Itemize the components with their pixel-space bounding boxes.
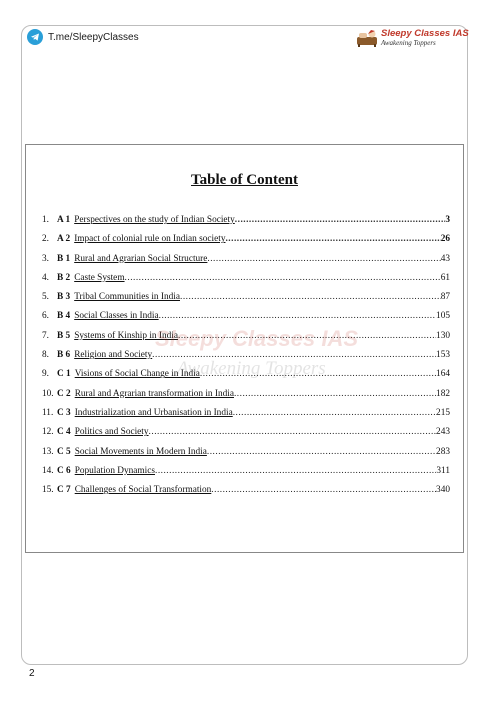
toc-item[interactable]: [42, 485, 450, 504]
toc-item-title: Social Classes in India: [74, 311, 159, 322]
toc-item-page: 105: [436, 311, 450, 322]
toc-item-code: C 1: [57, 369, 71, 380]
toc-item-title: Tribal Communities in India: [74, 292, 180, 303]
toc-item-title: Challenges of Social Transformation: [74, 485, 212, 496]
toc-item[interactable]: [42, 215, 450, 234]
toc-item-code: C 5: [57, 446, 71, 457]
toc-item-page: 164: [436, 369, 450, 380]
toc-item-page: 26: [440, 234, 450, 245]
watermark-tagline: Awakening Toppers: [177, 358, 326, 379]
toc-item-number: 2.: [42, 234, 49, 245]
toc-item-code: C 7: [57, 485, 71, 496]
toc-item-code: C 3: [57, 407, 71, 418]
toc-item[interactable]: [42, 389, 450, 408]
toc-item-title: Impact of colonial rule on Indian society: [74, 234, 226, 245]
toc-item-leader: [180, 292, 441, 302]
toc-item-code: C 6: [57, 465, 71, 476]
toc-item-number: 15.: [42, 485, 54, 496]
toc-item-number: 7.: [42, 330, 49, 341]
toc-item-number: 3.: [42, 253, 49, 264]
toc-item-leader: [152, 350, 436, 360]
toc-item[interactable]: [42, 331, 450, 350]
toc-item-page: 61: [440, 272, 450, 283]
watermark-title: Sleepy Classes IAS: [155, 326, 359, 351]
toc-item-number: 6.: [42, 311, 49, 322]
toc-item[interactable]: [42, 234, 450, 253]
toc-item-title: Rural and Agrarian Social Structure: [74, 253, 208, 264]
toc-item-leader: [207, 254, 440, 264]
sleepy-classes-logo-icon: [356, 28, 378, 48]
telegram-icon: [27, 29, 43, 45]
toc-item[interactable]: [42, 292, 450, 311]
toc-item-title: Industrialization and Urbanisation in India: [74, 407, 233, 418]
telegram-link-text: T.me/SleepyClasses: [48, 31, 139, 43]
page-number: 2: [29, 668, 35, 679]
toc-title: Table of Content: [191, 172, 298, 188]
toc-item-page: 243: [436, 427, 450, 438]
toc-item-code: B 3: [57, 292, 71, 303]
toc-item-leader: [155, 466, 436, 476]
toc-item-number: 14.: [42, 465, 54, 476]
toc-item-page: 153: [436, 350, 450, 361]
toc-item-number: 13.: [42, 446, 54, 457]
toc-item-title: Politics and Society: [74, 427, 149, 438]
toc-item-number: 10.: [42, 388, 54, 399]
toc-item-title: Systems of Kinship in India: [74, 330, 179, 341]
toc-item-code: B 6: [57, 350, 71, 361]
telegram-link[interactable]: [27, 29, 139, 45]
toc-item-title: Visions of Social Change in India: [74, 369, 200, 380]
toc-item-leader: [125, 273, 441, 283]
toc-item-title: Social Movements in Modern India: [74, 446, 207, 457]
toc-item-code: B 2: [57, 272, 71, 283]
toc-item[interactable]: [42, 408, 450, 427]
toc-item-code: B 5: [57, 330, 71, 341]
toc-item-page: 130: [436, 330, 450, 341]
toc-item-leader: [207, 447, 436, 457]
toc-item-number: 9.: [42, 369, 49, 380]
toc-item-title: Population Dynamics: [74, 465, 155, 476]
toc-item-leader: [159, 311, 436, 321]
toc-item-leader: [200, 369, 436, 379]
logo-title: Sleepy Classes IAS: [381, 28, 469, 40]
toc-item-page: 340: [436, 485, 450, 496]
toc-item[interactable]: [42, 254, 450, 273]
toc-item-leader: [234, 389, 436, 399]
toc-item-number: 12.: [42, 427, 54, 438]
toc-item-page: 215: [436, 407, 450, 418]
toc-item-page: 182: [436, 388, 450, 399]
toc-item-title: Rural and Agrarian transformation in India: [74, 388, 234, 399]
toc-item[interactable]: [42, 369, 450, 388]
toc-item-number: 11.: [42, 407, 54, 418]
toc-box: [25, 144, 464, 553]
toc-item-leader: [149, 427, 437, 437]
toc-item-title: Religion and Society: [74, 350, 153, 361]
toc-item-title: Caste System: [74, 272, 125, 283]
toc-item-page: 87: [440, 292, 450, 303]
toc-item-code: A 1: [57, 215, 71, 225]
toc-item-title: Perspectives on the study of Indian Society: [74, 215, 235, 225]
toc-item[interactable]: [42, 427, 450, 446]
toc-item-page: 43: [440, 253, 450, 264]
toc-item-leader: [211, 485, 436, 495]
toc-item-code: C 2: [57, 388, 71, 399]
toc-item[interactable]: [42, 350, 450, 369]
toc-list: [42, 215, 450, 504]
toc-item-code: C 4: [57, 427, 71, 438]
toc-item-code: B 1: [57, 253, 71, 264]
brand-logo: [356, 28, 469, 48]
toc-item-page: 3: [445, 215, 450, 225]
toc-item-number: 4.: [42, 272, 49, 283]
toc-item[interactable]: [42, 273, 450, 292]
logo-tagline: Awakening Toppers: [381, 38, 436, 47]
toc-item-leader: [235, 215, 446, 225]
toc-item-leader: [225, 234, 440, 244]
toc-item-page: 311: [436, 465, 450, 476]
toc-item-number: 1.: [42, 215, 49, 225]
toc-item-leader: [233, 408, 436, 418]
toc-item-page: 283: [436, 446, 450, 457]
toc-item-leader: [178, 331, 436, 341]
toc-item-code: B 4: [57, 311, 71, 322]
toc-item[interactable]: [42, 466, 450, 485]
toc-item-number: 8.: [42, 350, 49, 361]
toc-item[interactable]: [42, 311, 450, 330]
toc-item-code: A 2: [57, 234, 71, 245]
toc-item[interactable]: [42, 447, 450, 466]
toc-item-number: 5.: [42, 292, 49, 303]
